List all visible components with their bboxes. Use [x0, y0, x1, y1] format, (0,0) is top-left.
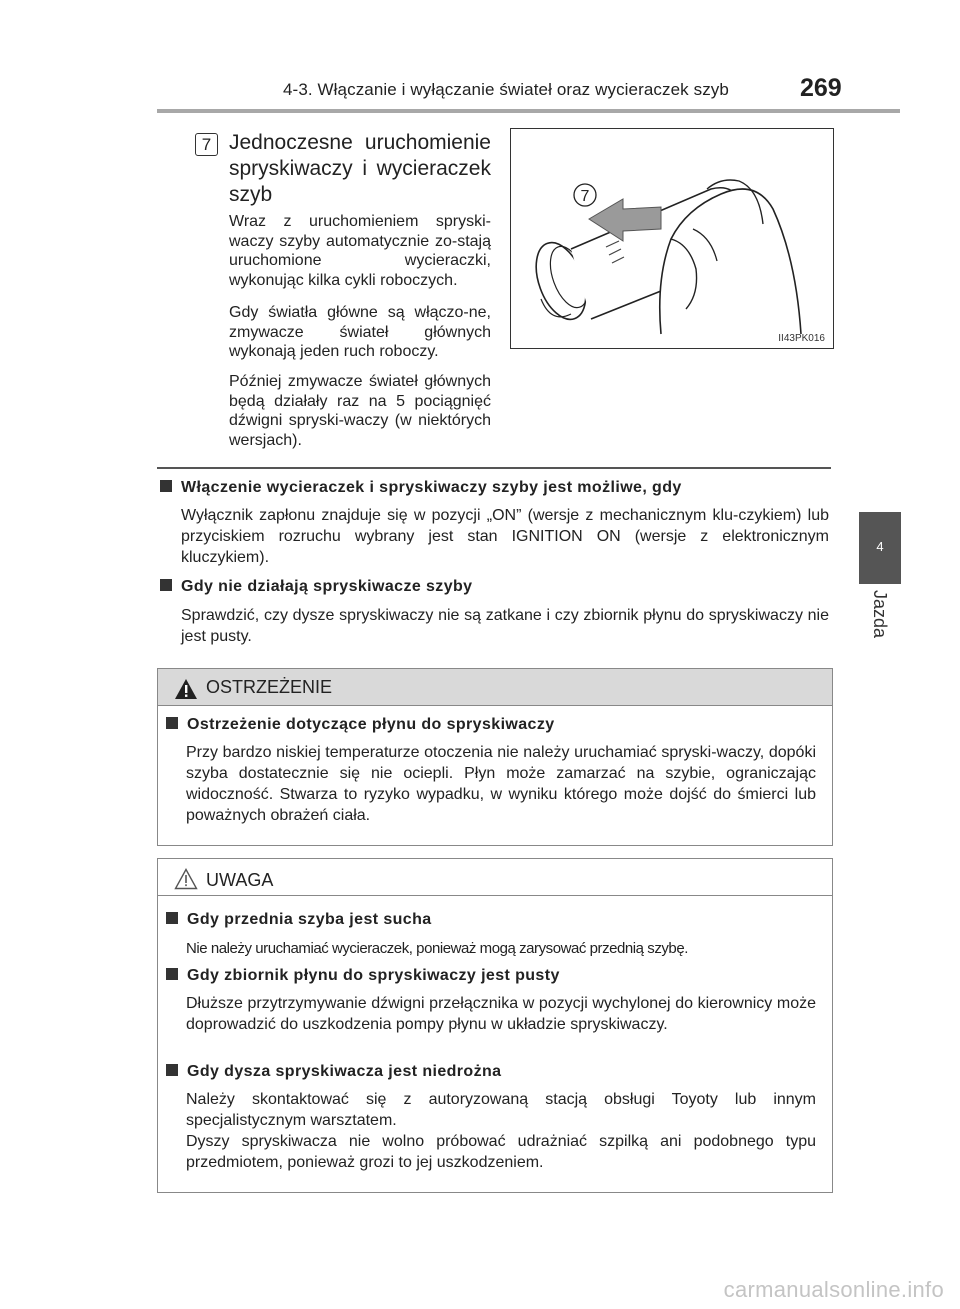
- bullet-square: [166, 968, 178, 980]
- warning-box: [157, 668, 833, 846]
- warning-triangle-icon: [174, 678, 198, 700]
- section-paragraph-1: Wraz z uruchomieniem spryski-waczy szyby automatycznie zo-stają uruchomione wycieraczki, wykonując kilka cykli roboczych.: [229, 213, 491, 289]
- page-number: 269: [800, 74, 842, 102]
- note-text-2: Sprawdzić, czy dysze spryskiwaczy nie są zatkane i czy zbiornik płynu do spryskiwaczy nie jest pusty.: [181, 607, 829, 645]
- note-heading-text: Włączenie wycieraczek i spryskiwaczy szyby jest możliwe, gdy: [181, 479, 682, 496]
- caution-item-heading-2: [166, 967, 560, 985]
- caution-item-heading-1: [166, 911, 432, 929]
- bullet-square: [166, 717, 178, 729]
- caution-box: [157, 858, 833, 1193]
- warning-item-text: Przy bardzo niskiej temperaturze otoczenia nie należy uruchamiać spryski-waczy, dopóki szyba dostatecznie się nie ociepli. Płyn może zamarzać na szybie, ograniczając widoczność. Stwarza to ryzyko wypadku, w wyniku którego może dojść do śmierci lub poważnych obrażeń ciała.: [186, 744, 816, 824]
- caution-heading-text: Gdy przednia szyba jest sucha: [187, 911, 432, 928]
- bullet-square: [160, 480, 172, 492]
- step-number-badge: 7: [195, 133, 218, 156]
- warning-item-heading: [166, 716, 555, 734]
- warning-heading-text: Ostrzeżenie dotyczące płynu do spryskiwaczy: [187, 716, 555, 733]
- note-heading-text: Gdy nie działają spryskiwacze szyby: [181, 578, 473, 595]
- section-paragraph-3: Później zmywacze świateł głównych będą działały raz na 5 pociągnięć dźwigni spryski-waczy (w niektórych wersjach).: [229, 373, 491, 449]
- lever-drawing: [511, 129, 833, 348]
- figure-code: II43PK016: [778, 333, 825, 344]
- chapter-tab: [859, 512, 901, 584]
- caution-heading-text: Gdy zbiornik płynu do spryskiwaczy jest pusty: [187, 967, 560, 984]
- warning-title: OSTRZEŻENIE: [206, 677, 333, 697]
- caution-item-text-3: Należy skontaktować się z autoryzowaną stacją obsługi Toyoty lub innym specjalistycznym warsztatem.: [186, 1091, 816, 1129]
- note-heading-2: [160, 578, 472, 596]
- bullet-square: [166, 1064, 178, 1076]
- site-watermark: carmanualsonline.info: [723, 1277, 944, 1302]
- wiper-lever-illustration: [510, 128, 834, 349]
- chapter-number: 4: [876, 539, 884, 554]
- warning-box-header: [158, 669, 832, 706]
- figure-callout-number: 7: [580, 188, 590, 205]
- note-heading-1: [160, 479, 682, 497]
- caution-item-text-3b: Dyszy spryskiwacza nie wolno próbować udrażniać szpilką ani podobnego typu przedmiotem, ponieważ grozi to jej uszkodzeniem.: [186, 1133, 816, 1171]
- header-rule: [157, 109, 900, 113]
- caution-box-header: [158, 859, 832, 896]
- note-text-1: Wyłącznik zapłonu znajduje się w pozycji „ON” (wersje z mechanicznym klu-czykiem) lub przyciskiem rozruchu wybrany jest stan IGNITION ON (wersje z elektronicznym kluczykiem).: [181, 507, 829, 566]
- section-separator: [157, 467, 831, 469]
- caution-item-text-2: Dłuższe przytrzymywanie dźwigni przełącznika w pozycji wychylonej do kierownicy może doprowadzić do uszkodzenia pompy płynu w układzie spryskiwaczy.: [186, 995, 816, 1033]
- caution-item-heading-3: [166, 1063, 501, 1081]
- caution-triangle-icon: [174, 868, 198, 890]
- header-section-title: 4-3. Włączanie i wyłączanie świateł oraz wycieraczek szyb: [283, 80, 729, 99]
- bullet-square: [160, 579, 172, 591]
- chapter-label: Jazda: [870, 590, 890, 639]
- bullet-square: [166, 912, 178, 924]
- chapter-label-wrap: [866, 590, 896, 650]
- section-title: Jednoczesne uruchomienie spryskiwaczy i wycieraczek szyb: [229, 131, 491, 206]
- section-paragraph-2: Gdy światła główne są włączo-ne, zmywacze świateł głównych wykonają jeden ruch roboczy.: [229, 304, 491, 360]
- caution-heading-text: Gdy dysza spryskiwacza jest niedrożna: [187, 1063, 502, 1080]
- caution-title: UWAGA: [206, 870, 274, 890]
- caution-item-text-1: Nie należy uruchamiać wycieraczek, ponieważ mogą zarysować przednią szybę.: [186, 940, 688, 957]
